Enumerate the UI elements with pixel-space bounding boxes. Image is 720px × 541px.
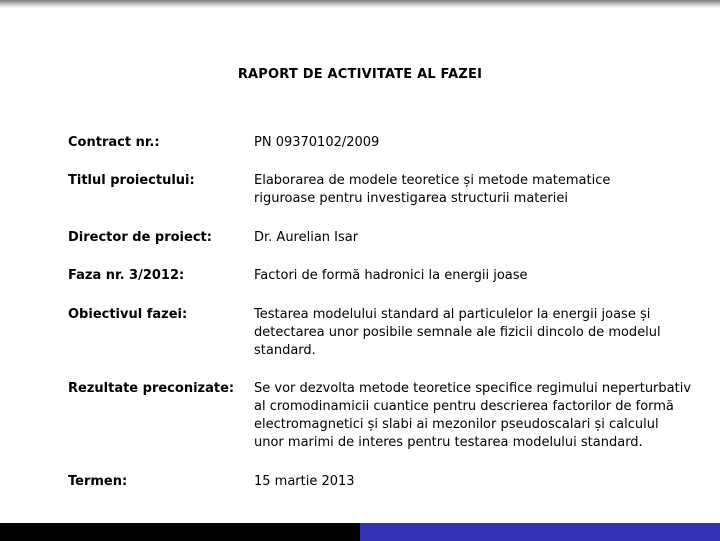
value-line: electromagnetici și slabi ai mezonilor pseudoscalari și calculul [254,417,659,432]
top-shade-bar [0,0,720,8]
value-line: standard. [254,343,316,358]
field-value [254,306,720,360]
value-line: Factori de formă hadronici la energii joase [254,268,528,283]
field-label: Rezultate preconizate: [68,381,235,396]
page-title: RAPORT DE ACTIVITATE AL FAZEI [237,67,483,82]
footer-bar [0,523,720,541]
value-line: detectarea unor posibile semnale ale fizicii dincolo de modelul [254,325,661,340]
field-label: Contract nr.: [68,135,160,150]
value-line: PN 09370102/2009 [254,135,380,150]
footer-left-segment [0,523,360,541]
field-label: Faza nr. 3/2012: [68,268,185,283]
value-line: 15 martie 2013 [254,474,355,489]
field-value [254,229,720,247]
value-line: Testarea modelului standard al particulelor la energii joase și [254,307,651,322]
value-line: al cromodinamicii cuantice pentru descrierea factorilor de formă [254,399,674,414]
field-value [254,172,720,208]
field-label: Obiectivul fazei: [68,307,188,322]
value-line: Se vor dezvolta metode teoretice specifice regimului neperturbativ [254,381,692,396]
value-line: riguroase pentru investigarea structurii materiei [254,191,568,206]
field-label: Director de proiect: [68,230,212,245]
value-line: unor marimi de interes pentru testarea modelului standard. [254,435,643,450]
field-value [254,134,720,152]
field-label: Titlul proiectului: [68,173,195,188]
field-value [254,267,720,285]
footer-right-segment [360,523,720,541]
value-line: Dr. Aurelian Isar [254,230,359,245]
field-value [254,380,720,452]
field-label: Termen: [68,474,128,489]
value-line: Elaborarea de modele teoretice și metode matematice [254,173,611,188]
field-value [254,473,720,491]
